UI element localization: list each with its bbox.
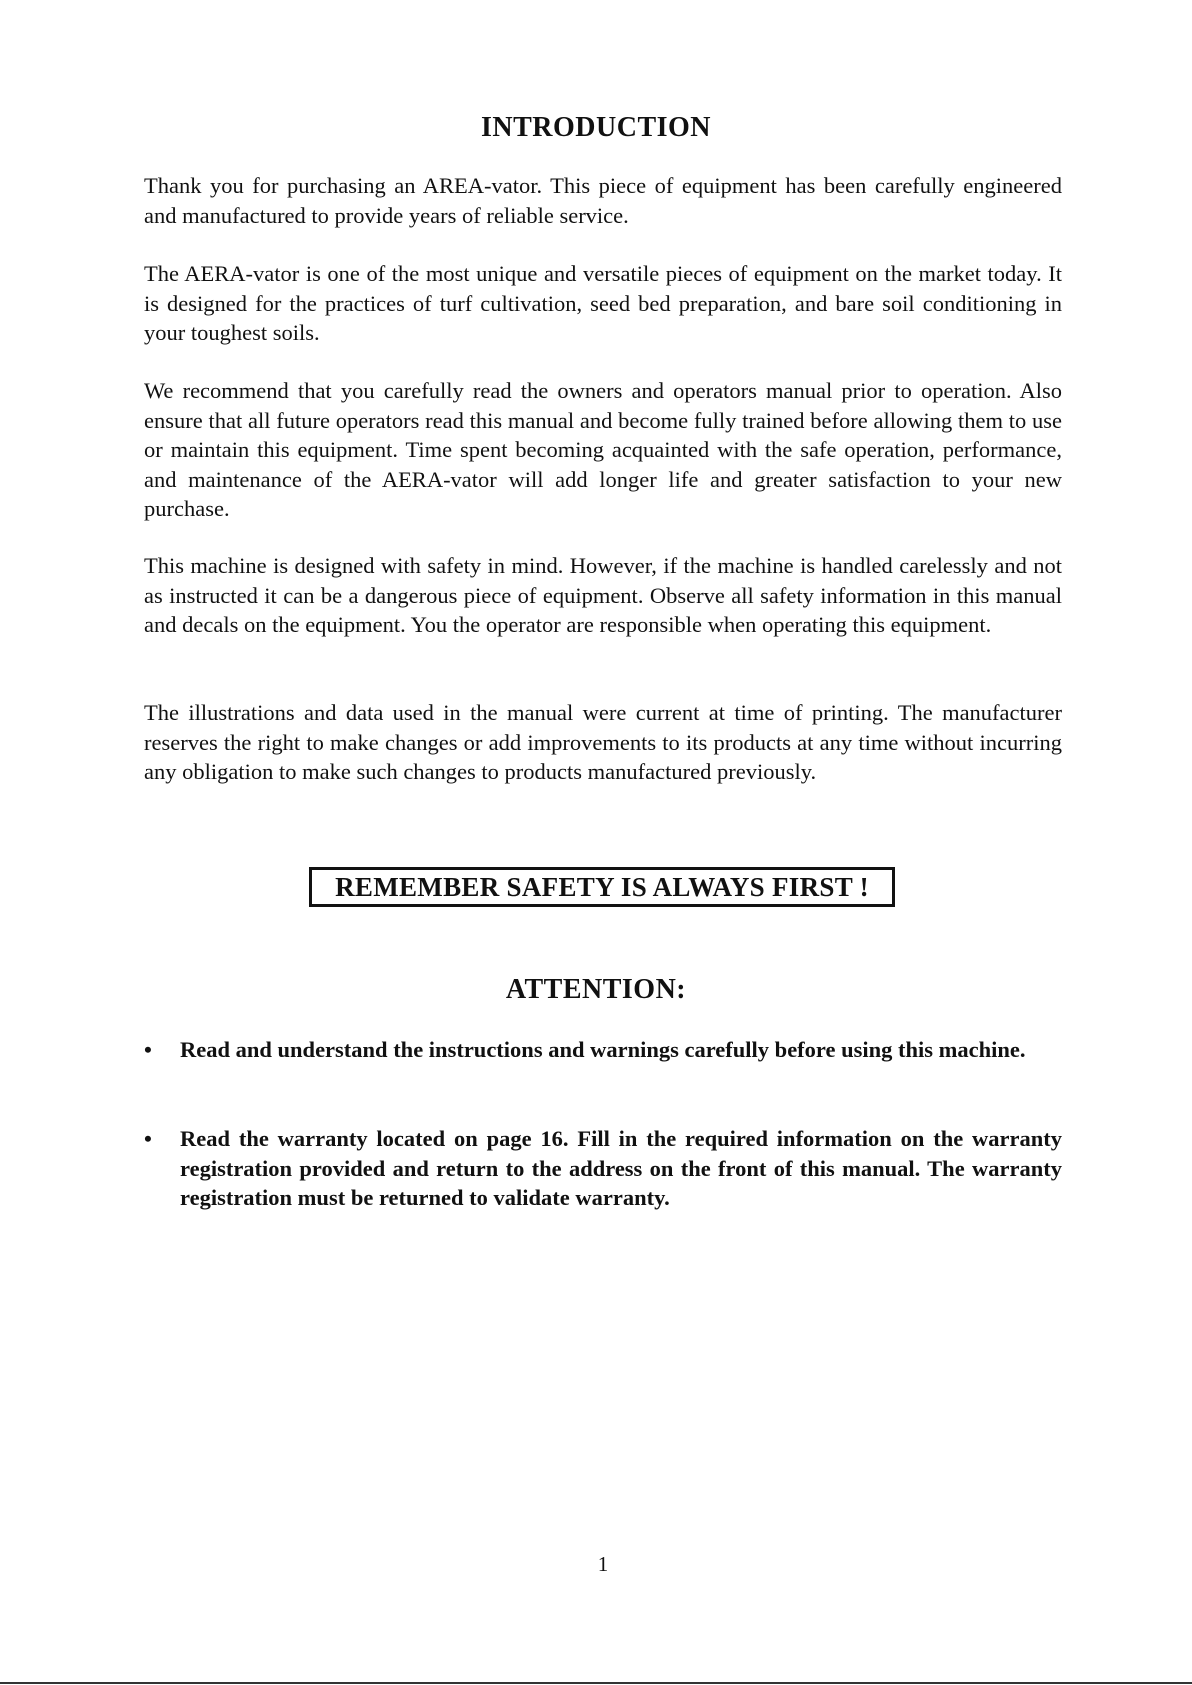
intro-paragraph-versatility: The AERA-vator is one of the most unique and versatile pieces of equipment on the market today. It is designed for the practices of turf cultivation, seed bed preparation, and bare soil conditioning in your toughest soils.: [144, 261, 1062, 345]
intro-paragraph-safety: This machine is designed with safety in mind. However, if the machine is handled carelessly and not as instructed it can be a dangerous piece of equipment. Observe all safety information in this manual and decals on the equipment. You the operator are responsible when operating this equipment.: [144, 553, 1062, 637]
intro-paragraph-changes: The illustrations and data used in the manual were current at time of printing. The manufacturer reserves the right to make changes or add improvements to its products at any time without incurring any obligation to make such changes to products manufactured previously.: [144, 700, 1062, 784]
attention-heading: ATTENTION:: [505, 974, 687, 1005]
attention-item-text: Read and understand the instructions and warnings carefully before using this machine.: [180, 1037, 1026, 1062]
bullet-icon: •: [144, 1126, 152, 1151]
intro-paragraph-purchase: Thank you for purchasing an AREA-vator. This piece of equipment has been carefully engineered and manufactured to provide years of reliable service.: [144, 173, 1062, 228]
attention-item-text: Read the warranty located on page 16. Fill in the required information on the warranty registration provided and return to the address on the front of this manual. The warranty registration must be returned to validate warranty.: [180, 1126, 1062, 1210]
bullet-icon: •: [144, 1037, 152, 1062]
safety-first-banner: [309, 867, 895, 907]
safety-first-text: REMEMBER SAFETY IS ALWAYS FIRST !: [335, 871, 869, 902]
attention-item-warranty: [144, 1124, 1062, 1213]
attention-item-instructions: [144, 1035, 1062, 1065]
page-bottom-rule: [0, 1682, 1192, 1684]
page-number: 1: [597, 1552, 609, 1576]
intro-paragraph-read-manual: We recommend that you carefully read the owners and operators manual prior to operation. Also ensure that all future operators read this manual and become fully trained before allowing them to use or maintain this equipment. Time spent becoming acquainted with the safe operation, performance, and maintenance of the AERA-vator will add longer life and greater satisfaction to your new purchase.: [144, 378, 1062, 521]
introduction-heading: INTRODUCTION: [480, 112, 712, 143]
